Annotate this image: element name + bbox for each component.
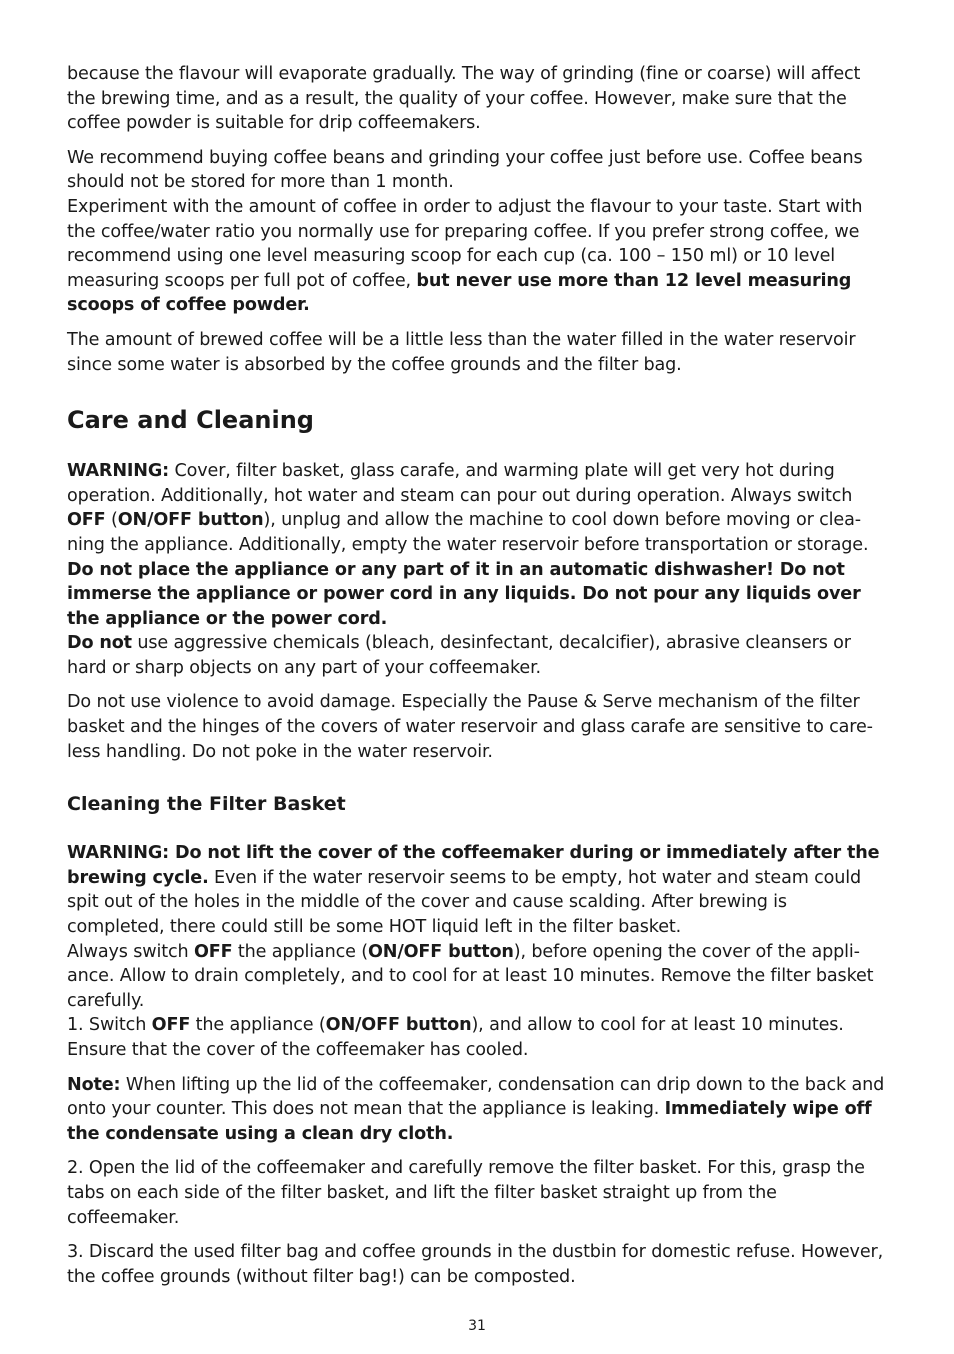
intro-text: Experiment with the amount of coffee in order to adjust the flavour to your taste. Start with the coffee/water ratio you normally use for preparing coffee. If you prefer strong coffee, we recommend using one level measuring scoop for each cup (ca. 100 – 150 ml) or 10 level measuring scoops per full pot of coffee, xyxy=(67,196,863,291)
care-donot xyxy=(67,631,889,680)
donot-label: Do not xyxy=(67,633,132,654)
off-label: OFF xyxy=(193,941,233,962)
onoff-button-label: ON/OFF button xyxy=(117,510,264,531)
filter-warning xyxy=(67,841,889,939)
intro-paragraph-1: because the flavour will evaporate gradually. The way of grinding (fine or coarse) will affect the brewing time, and as a result, the quality of your coffee. However, make sure that the coffee powder is suitable for drip coffeemakers. xyxy=(67,64,861,134)
always-text-a: Always switch xyxy=(67,941,194,962)
filter-warning-text: Even if the water reservoir seems to be empty, hot water and steam could spit out of the holes in the middle of the cover and cause scalding. After brewing is completed, there could still be some HOT liquid left in the filter basket. xyxy=(67,867,862,938)
filter-heading: Cleaning the Filter Basket xyxy=(67,793,346,816)
warning-text-1: Cover, filter basket, glass carafe, and warming plate will get very hot during operation. Additionally, hot water and steam can pour out during operation. Always switch xyxy=(67,461,853,506)
care-violence: Do not use violence to avoid damage. Especially the Pause & Serve mechanism of the filter basket and the hinges of the covers of water reservoir and glass carafe are sensitive to care-less handling. Do not poke in the water reservoir. xyxy=(67,692,873,762)
filter-step-2: 2. Open the lid of the coffeemaker and carefully remove the filter basket. For this, grasp the tabs on each side of the filter basket, and lift the filter basket straight up from the coffeemaker. xyxy=(67,1158,865,1228)
note-bold: Immediately wipe off the condensate using a clean dry cloth. xyxy=(67,1099,872,1144)
intro-bold-text: but never use more than 12 level measuring scoops of coffee powder. xyxy=(67,270,852,316)
note-text: When lifting up the lid of the coffeemaker, condensation can drip down to the back and onto your counter. This does not mean that the appliance is leaking. xyxy=(67,1074,885,1120)
intro-paragraph-2: We recommend buying coffee beans and grinding your coffee just before use. Coffee beans should not be stored for more than 1 month. xyxy=(67,147,863,193)
care-heading: Care and Cleaning xyxy=(67,406,314,435)
off-label: OFF xyxy=(67,510,106,531)
filter-note xyxy=(67,1073,889,1147)
step1-text-a: 1. Switch xyxy=(67,1015,152,1036)
intro-paragraph-4: The amount of brewed coffee will be a little less than the water filled in the water reservoir since some water is absorbed by the coffee grounds and the filter bag. xyxy=(67,329,856,375)
filter-warning-bold: WARNING: Do not lift the cover of the coffeemaker during or immediately after the brewing cycle. xyxy=(67,843,880,888)
warning-label: WARNING: xyxy=(67,461,170,482)
always-text-c: ), before opening the cover of the appli-ance. Allow to drain completely, and to cool for at least 10 minutes. Remove the filter basket carefully. xyxy=(67,941,874,1011)
warning-text-2: ), unplug and allow the machine to cool down before moving or clea-ning the appliance. Additionally, empty the water reservoir before transportation or storage. xyxy=(67,510,869,555)
filter-always xyxy=(67,940,889,1014)
step1-text-b: the appliance ( xyxy=(190,1015,326,1036)
page-number: 31 xyxy=(468,1318,486,1334)
filter-step-3: 3. Discard the used filter bag and coffee grounds in the dustbin for domestic refuse. However, the coffee grounds (without filter bag!) can be composted. xyxy=(67,1242,884,1287)
always-text-b: the appliance ( xyxy=(232,941,368,962)
onoff-button-label: ON/OFF button xyxy=(325,1015,472,1036)
bold-warning-text: Do not place the appliance or any part of it in an automatic dishwasher! Do not immerse the appliance or power cord in any liquids. Do not pour any liquids over the appliance or the power cord. xyxy=(67,559,861,629)
paren-open: ( xyxy=(105,510,118,531)
care-bold-warning xyxy=(67,558,889,632)
step1-text-c: ), and allow to cool for at least 10 minutes. Ensure that the cover of the coffeemaker has cooled. xyxy=(67,1015,844,1060)
onoff-button-label: ON/OFF button xyxy=(367,941,514,962)
filter-step-1 xyxy=(67,1013,889,1062)
care-warning xyxy=(67,459,889,557)
off-label: OFF xyxy=(151,1015,191,1036)
donot-text: use aggressive chemicals (bleach, desinfectant, decalcifier), abrasive cleansers or hard or sharp objects on any part of your coffeemaker. xyxy=(67,633,851,678)
note-label: Note: xyxy=(67,1074,121,1095)
page-content xyxy=(67,62,889,1289)
intro-paragraph-3 xyxy=(67,195,889,318)
